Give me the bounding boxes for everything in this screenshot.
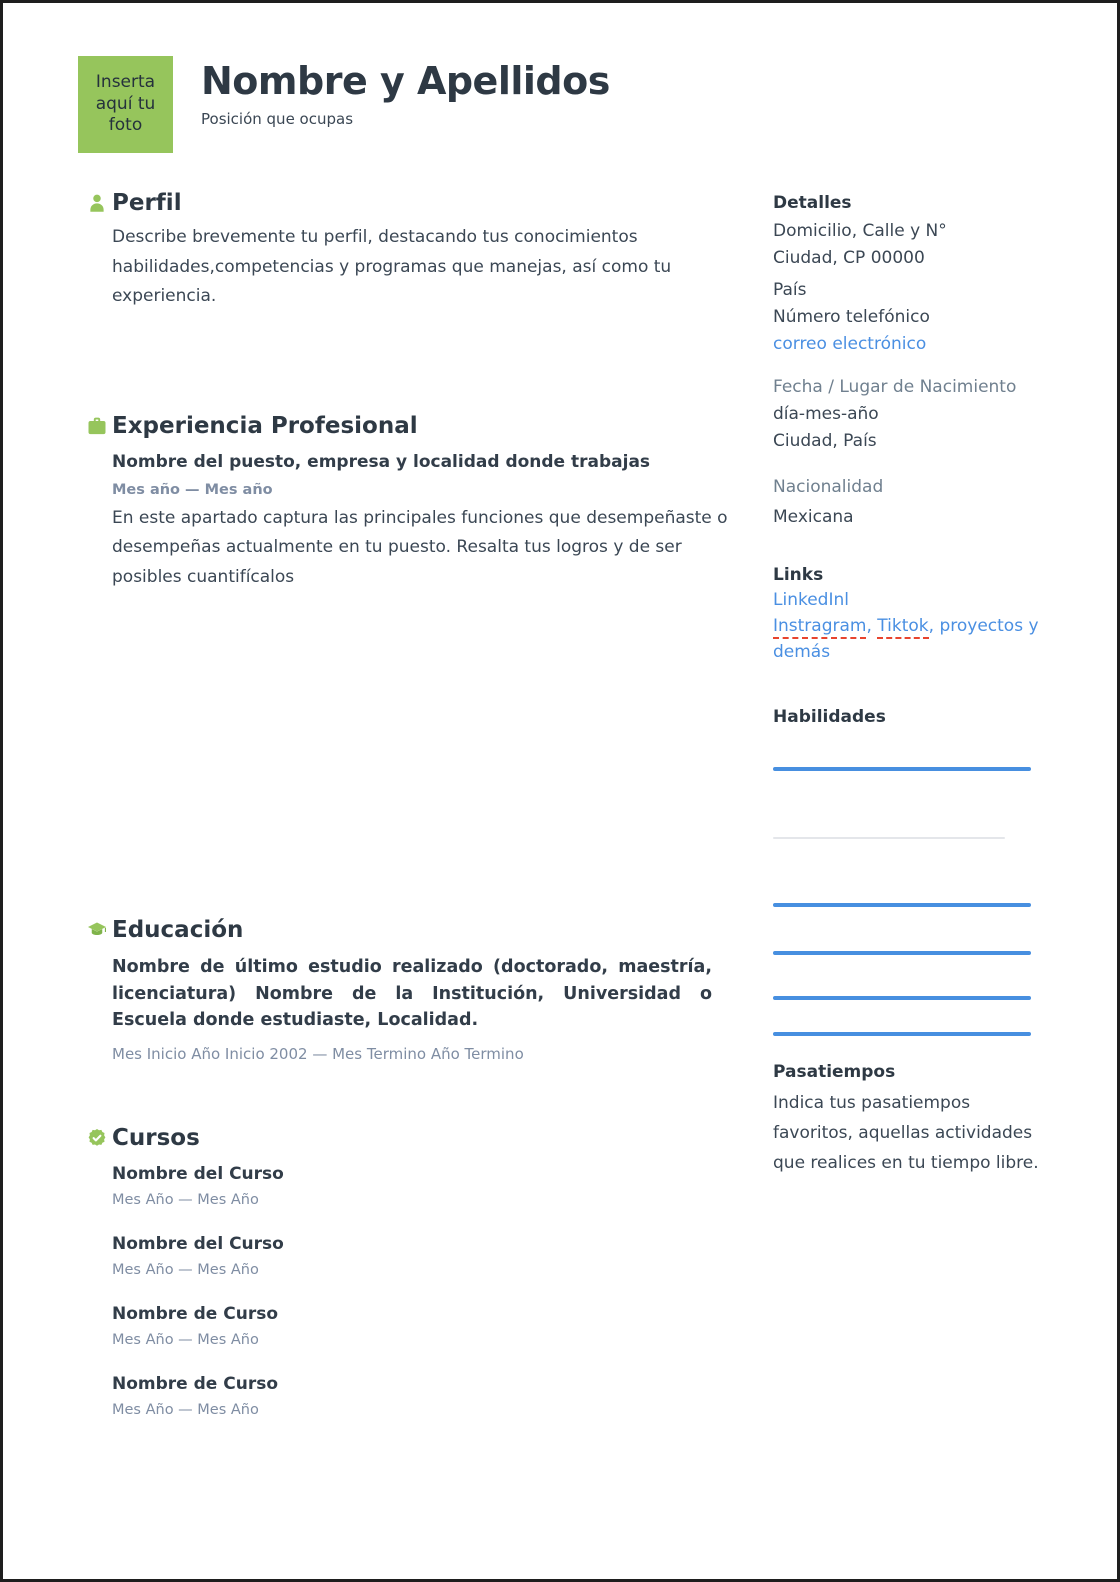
course-dates: Mes Año — Mes Año (112, 1401, 259, 1418)
education-dates: Mes Inicio Año Inicio 2002 — Mes Termino Año Termino (112, 1044, 524, 1063)
links-title: Links (773, 565, 824, 585)
experience-dates: Mes año — Mes año (112, 481, 273, 498)
link-separator: , (866, 616, 878, 636)
position-subtitle: Posición que ocupas (201, 110, 354, 128)
linkedin-link[interactable]: LinkedInl (773, 590, 849, 610)
course-entry (112, 1371, 749, 1421)
section-courses (87, 1124, 749, 1421)
details-address-line1: Domicilio, Calle y N° (773, 221, 947, 241)
person-icon (87, 193, 107, 213)
education-degree: Nombre de último estudio realizado (doctorado, maestría, licenciatura) Nombre de la Institución, Universidad o Escuela donde estudiaste, Localidad. (112, 957, 712, 1030)
skill-line (773, 903, 1031, 907)
course-name: Nombre del Curso (112, 1163, 284, 1184)
section-experience (87, 412, 749, 593)
birth-title: Fecha / Lugar de Nacimiento (773, 377, 1017, 397)
section-profile (87, 189, 749, 312)
course-entry (112, 1301, 749, 1351)
graduation-cap-icon (87, 920, 107, 940)
details-country: País (773, 280, 807, 300)
name-title: Nombre y Apellidos (201, 59, 610, 103)
skill-line (773, 1032, 1031, 1036)
nationality-title: Nacionalidad (773, 477, 884, 497)
nationality-value: Mexicana (773, 507, 854, 527)
details-title: Detalles (773, 193, 852, 213)
course-entry (112, 1231, 749, 1281)
photo-placeholder-label: Inserta aquí tu foto (95, 71, 156, 136)
header (201, 59, 610, 129)
skill-line (773, 996, 1031, 1000)
course-dates: Mes Año — Mes Año (112, 1331, 259, 1348)
skills-title: Habilidades (773, 707, 886, 727)
experience-job-title: Nombre del puesto, empresa y localidad donde trabajas (112, 451, 651, 472)
courses-title: Cursos (112, 1124, 200, 1151)
course-entry (112, 1161, 749, 1211)
briefcase-icon (87, 416, 107, 436)
course-name: Nombre de Curso (112, 1303, 278, 1324)
course-name: Nombre del Curso (112, 1233, 284, 1254)
instagram-link[interactable]: Instragram (773, 616, 866, 639)
section-education (87, 916, 749, 1065)
experience-body: En este apartado captura las principales funciones que desempeñaste o desempeñas actualmente en tu puesto. Resalta tus logros y de ser posibles cuantifícalos (112, 507, 728, 587)
skill-line (773, 951, 1031, 955)
photo-placeholder[interactable] (78, 56, 173, 153)
badge-check-icon (87, 1128, 107, 1148)
details-phone: Número telefónico (773, 307, 930, 327)
email-link[interactable]: correo electrónico (773, 334, 927, 354)
sidebar-column (773, 189, 1041, 1178)
birth-date: día-mes-año (773, 404, 879, 424)
profile-title: Perfil (112, 190, 182, 216)
hobbies-body: Indica tus pasatiempos favoritos, aquellas actividades que realices en tu tiempo libre. (773, 1093, 1039, 1173)
skill-line-empty (773, 837, 1005, 839)
skill-line (773, 767, 1031, 771)
education-title: Educación (112, 917, 244, 943)
main-column (87, 189, 749, 1421)
course-dates: Mes Año — Mes Año (112, 1191, 259, 1208)
details-address-line2: Ciudad, CP 00000 (773, 248, 925, 268)
birth-place: Ciudad, País (773, 431, 877, 451)
hobbies-title: Pasatiempos (773, 1062, 896, 1082)
profile-body: Describe brevemente tu perfil, destacando tus conocimientos habilidades,competencias y programas que manejas, así como tu experiencia. (112, 227, 672, 306)
course-dates: Mes Año — Mes Año (112, 1261, 259, 1278)
social-links[interactable] (773, 613, 1041, 665)
course-name: Nombre de Curso (112, 1373, 278, 1394)
experience-title: Experiencia Profesional (112, 412, 418, 439)
tiktok-link[interactable]: Tiktok (877, 616, 928, 639)
other-links-text[interactable]: , proyectos y demás (773, 616, 1039, 662)
